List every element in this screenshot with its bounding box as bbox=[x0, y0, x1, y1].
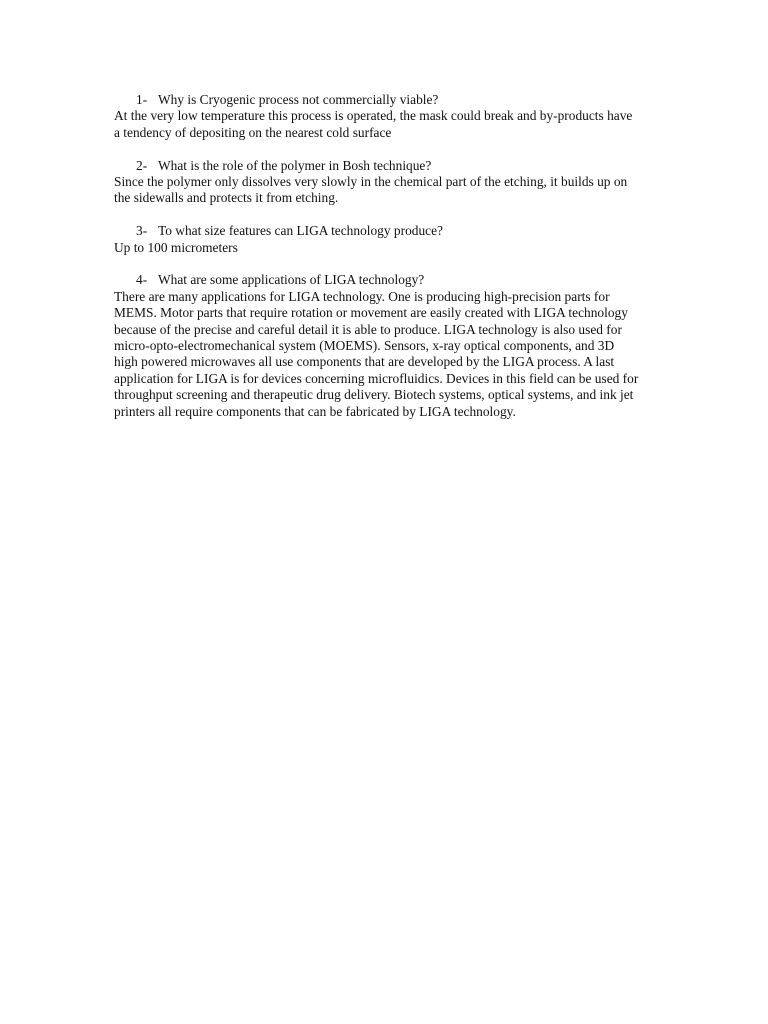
answer-line: the sidewalls and protects it from etching. bbox=[114, 190, 339, 206]
answer-line: high powered microwaves all use components that are developed by the LIGA process. A last bbox=[114, 354, 615, 370]
question-2 bbox=[114, 158, 674, 174]
question-number: 1- bbox=[136, 92, 148, 107]
question-number: 2- bbox=[136, 157, 148, 173]
question-text: To what size features can LIGA technology produce? bbox=[158, 223, 443, 239]
question-4 bbox=[114, 272, 674, 288]
answer-line: Since the polymer only dissolves very slowly in the chemical part of the etching, it builds up on bbox=[114, 174, 628, 190]
question-text: What are some applications of LIGA technology? bbox=[158, 272, 425, 288]
answer-line: There are many applications for LIGA technology. One is producing high-precision parts for bbox=[114, 288, 610, 304]
question-1 bbox=[114, 92, 674, 108]
answer-line: printers all require components that can be fabricated by LIGA technology. bbox=[114, 403, 516, 419]
answer-line: throughput screening and therapeutic drug delivery. Biotech systems, optical systems, and ink jet bbox=[114, 387, 634, 403]
answer-line: micro-opto-electromechanical system (MOEMS). Sensors, x-ray optical components, and 3D bbox=[114, 338, 615, 354]
question-number: 4- bbox=[136, 272, 148, 288]
question-text: Why is Cryogenic process not commercially viable? bbox=[158, 92, 439, 107]
qa-item-1 bbox=[114, 92, 674, 141]
document-body bbox=[114, 92, 674, 436]
answer-3 bbox=[114, 240, 674, 256]
qa-item-3 bbox=[114, 223, 674, 256]
qa-item-4 bbox=[114, 272, 674, 420]
question-3 bbox=[114, 223, 674, 239]
answer-line: application for LIGA is for devices concerning microfluidics. Devices in this field can be used for bbox=[114, 370, 639, 386]
answer-1 bbox=[114, 108, 674, 141]
question-number: 3- bbox=[136, 223, 148, 239]
qa-item-2 bbox=[114, 158, 674, 207]
answer-2 bbox=[114, 174, 674, 207]
answer-line: Up to 100 micrometers bbox=[114, 239, 238, 255]
answer-line: because of the precise and careful detail it is able to produce. LIGA technology is also used for bbox=[114, 321, 622, 337]
answer-line: MEMS. Motor parts that require rotation or movement are easily created with LIGA technology bbox=[114, 305, 628, 321]
question-text: What is the role of the polymer in Bosh technique? bbox=[158, 157, 432, 173]
answer-line: At the very low temperature this process is operated, the mask could break and by-products have bbox=[114, 108, 633, 124]
answer-4 bbox=[114, 289, 674, 420]
answer-line: a tendency of depositing on the nearest cold surface bbox=[114, 124, 392, 140]
